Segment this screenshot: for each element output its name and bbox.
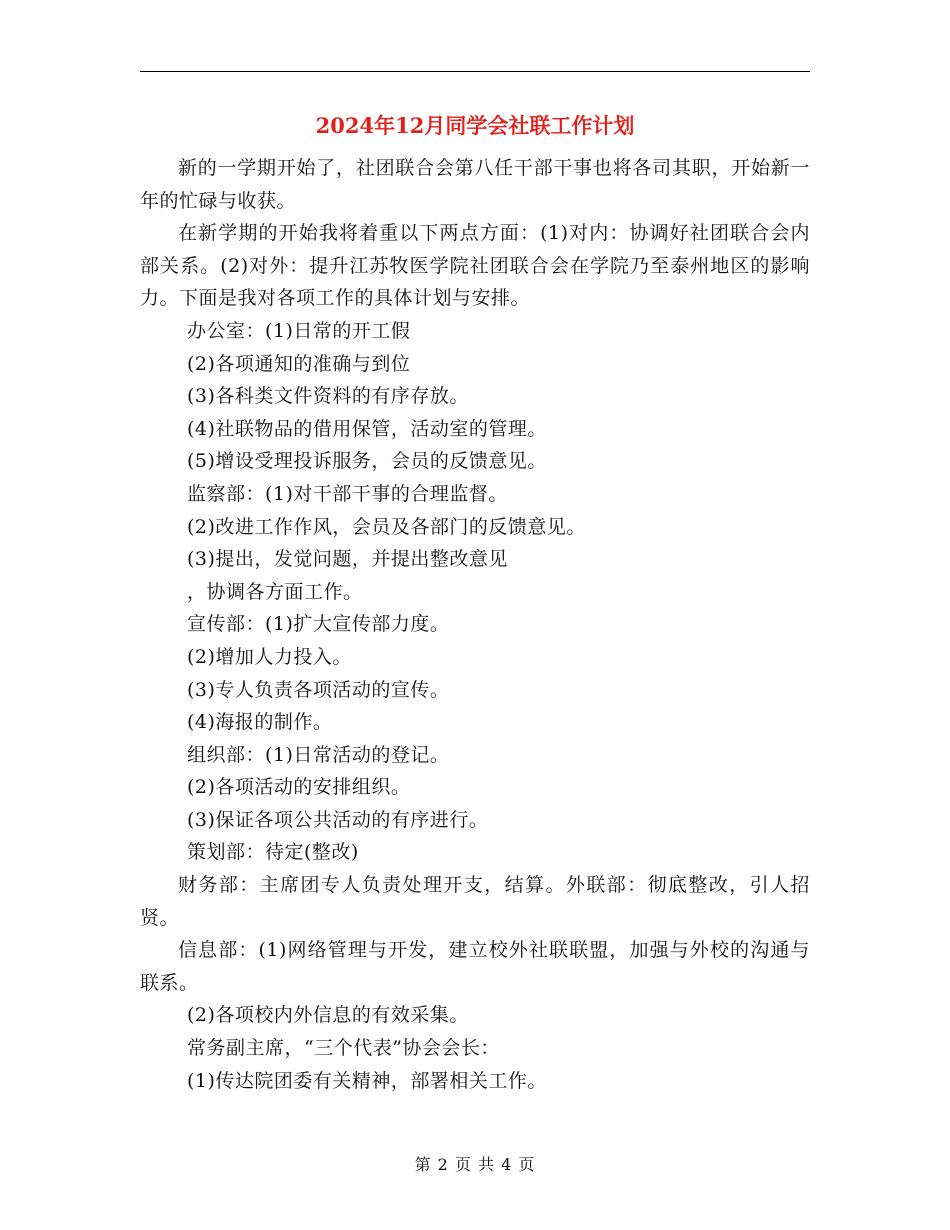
paragraph: 新的一学期开始了，社团联合会第八任干部干事也将各司其职，开始新一年的忙碌与收获。 [140,157,810,212]
paragraph: 在新学期的开始我将着重以下两点方面：(1)对内：协调好社团联合会内部关系。(2)对外：提升江苏牧医学院社团联合会在学院乃至泰州地区的影响力。下面是我对各项工作的具体计划与安排。 [140,222,810,310]
header-rule [140,71,810,72]
document-body [140,152,810,1097]
organization-item: 组织部：(1)日常活动的登记。 [187,743,450,766]
document-title: 2024年12月同学会社联工作计划 [315,113,635,138]
supervision-item: (3)提出，发觉问题，并提出整改意见 [187,548,508,571]
vice-chair-item: (1)传达院团委有关精神，部署相关工作。 [187,1069,547,1092]
information-item: (2)各项校内外信息的有效采集。 [187,1004,469,1027]
office-item: 办公室：(1)日常的开工假 [187,319,411,342]
page-number: 第 2 页 共 4 页 [414,1155,536,1174]
publicity-item: (4)海报的制作。 [187,711,333,734]
information-paragraph: 信息部：(1)网络管理与开发，建立校外社联联盟，加强与外校的沟通与联系。 [140,939,810,994]
office-item: (4)社联物品的借用保管，活动室的管理。 [187,417,547,440]
publicity-item: (3)专人负责各项活动的宣传。 [187,678,450,701]
publicity-item: 宣传部：(1)扩大宣传部力度。 [187,613,450,636]
supervision-item: ，协调各方面工作。 [187,580,363,603]
office-item: (2)各项通知的准确与到位 [187,352,411,375]
planning-item: 策划部：待定(整改) [187,841,359,864]
office-item: (5)增设受理投诉服务，会员的反馈意见。 [187,450,547,473]
supervision-item: (2)改进工作作风，会员及各部门的反馈意见。 [187,515,586,538]
organization-item: (3)保证各项公共活动的有序进行。 [187,808,489,831]
supervision-item: 监察部：(1)对干部干事的合理监督。 [187,482,508,505]
publicity-item: (2)增加人力投入。 [187,645,352,668]
office-item: (3)各科类文件资料的有序存放。 [187,385,469,408]
vice-chair-item: 常务副主席，“三个代表”协会会长： [187,1037,500,1060]
finance-paragraph: 财务部：主席团专人负责处理开支，结算。外联部：彻底整改，引人招贤。 [140,874,810,929]
organization-item: (2)各项活动的安排组织。 [187,776,411,799]
